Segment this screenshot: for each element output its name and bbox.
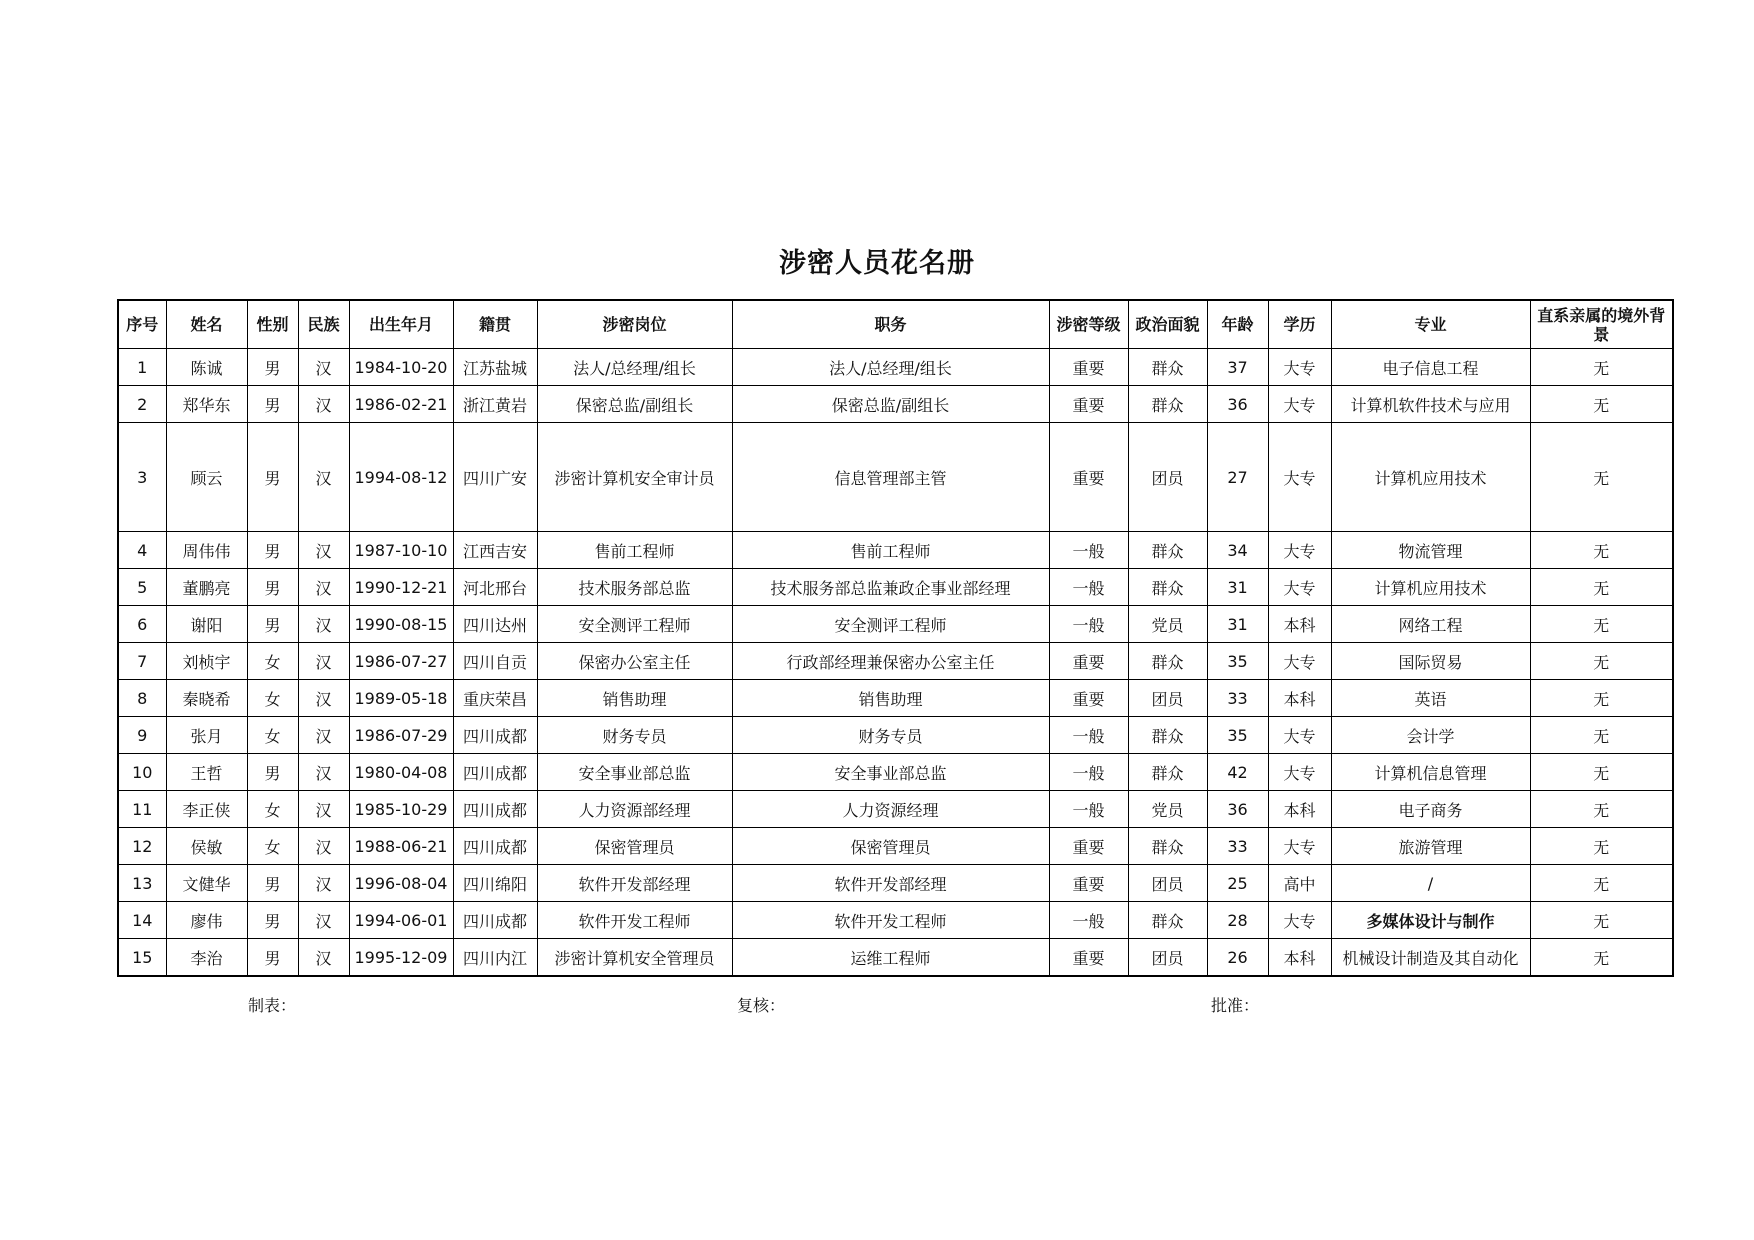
cell-gender: 女 [247, 828, 298, 865]
cell-education: 本科 [1268, 939, 1331, 977]
cell-major: 电子商务 [1331, 791, 1530, 828]
cell-overseas-relatives: 无 [1530, 386, 1673, 423]
cell-name: 廖伟 [166, 902, 247, 939]
cell-index: 5 [118, 569, 166, 606]
cell-classification-level: 一般 [1049, 569, 1128, 606]
cell-political-status: 团员 [1128, 865, 1207, 902]
cell-position: 人力资源经理 [732, 791, 1049, 828]
cell-education: 大专 [1268, 754, 1331, 791]
cell-birthdate: 1984-10-20 [349, 349, 453, 386]
cell-major: 多媒体设计与制作 [1331, 902, 1530, 939]
cell-gender: 男 [247, 939, 298, 977]
cell-education: 大专 [1268, 423, 1331, 532]
cell-classification-level: 重要 [1049, 386, 1128, 423]
cell-classification-level: 一般 [1049, 532, 1128, 569]
column-header-political-status: 政治面貌 [1128, 300, 1207, 349]
cell-overseas-relatives: 无 [1530, 643, 1673, 680]
cell-gender: 女 [247, 680, 298, 717]
cell-political-status: 党员 [1128, 606, 1207, 643]
table-row [118, 569, 1673, 606]
column-header-birthdate: 出生年月 [349, 300, 453, 349]
cell-political-status: 群众 [1128, 643, 1207, 680]
cell-name: 陈诚 [166, 349, 247, 386]
cell-age: 37 [1207, 349, 1268, 386]
cell-classified-post: 软件开发部经理 [537, 865, 732, 902]
cell-political-status: 群众 [1128, 386, 1207, 423]
cell-name: 张月 [166, 717, 247, 754]
cell-birthdate: 1990-08-15 [349, 606, 453, 643]
cell-education: 大专 [1268, 349, 1331, 386]
cell-birthdate: 1986-07-29 [349, 717, 453, 754]
cell-hometown: 浙江黄岩 [453, 386, 537, 423]
header-row [118, 300, 1673, 349]
cell-classified-post: 安全测评工程师 [537, 606, 732, 643]
table-row [118, 791, 1673, 828]
cell-index: 2 [118, 386, 166, 423]
cell-hometown: 河北邢台 [453, 569, 537, 606]
cell-index: 12 [118, 828, 166, 865]
column-header-hometown: 籍贯 [453, 300, 537, 349]
column-header-gender: 性别 [247, 300, 298, 349]
cell-position: 保密总监/副组长 [732, 386, 1049, 423]
cell-ethnicity: 汉 [298, 423, 349, 532]
cell-age: 28 [1207, 902, 1268, 939]
cell-position: 财务专员 [732, 717, 1049, 754]
cell-ethnicity: 汉 [298, 606, 349, 643]
cell-overseas-relatives: 无 [1530, 865, 1673, 902]
cell-political-status: 群众 [1128, 902, 1207, 939]
cell-ethnicity: 汉 [298, 754, 349, 791]
cell-overseas-relatives: 无 [1530, 423, 1673, 532]
cell-gender: 男 [247, 902, 298, 939]
cell-hometown: 四川成都 [453, 754, 537, 791]
cell-index: 10 [118, 754, 166, 791]
cell-age: 35 [1207, 643, 1268, 680]
cell-classified-post: 技术服务部总监 [537, 569, 732, 606]
cell-major: 计算机软件技术与应用 [1331, 386, 1530, 423]
footer-approved-by: 批准： [1211, 996, 1260, 1015]
cell-position: 销售助理 [732, 680, 1049, 717]
cell-overseas-relatives: 无 [1530, 680, 1673, 717]
cell-education: 大专 [1268, 532, 1331, 569]
cell-ethnicity: 汉 [298, 902, 349, 939]
cell-age: 25 [1207, 865, 1268, 902]
cell-classification-level: 一般 [1049, 902, 1128, 939]
column-header-classified-post: 涉密岗位 [537, 300, 732, 349]
cell-education: 本科 [1268, 606, 1331, 643]
personnel-table [117, 299, 1674, 977]
cell-political-status: 群众 [1128, 569, 1207, 606]
cell-hometown: 江西吉安 [453, 532, 537, 569]
cell-major: 计算机应用技术 [1331, 569, 1530, 606]
cell-major: 英语 [1331, 680, 1530, 717]
cell-ethnicity: 汉 [298, 569, 349, 606]
cell-classification-level: 一般 [1049, 606, 1128, 643]
cell-education: 大专 [1268, 569, 1331, 606]
table-row [118, 717, 1673, 754]
cell-birthdate: 1988-06-21 [349, 828, 453, 865]
table-row [118, 754, 1673, 791]
cell-birthdate: 1995-12-09 [349, 939, 453, 977]
cell-classification-level: 重要 [1049, 865, 1128, 902]
cell-birthdate: 1990-12-21 [349, 569, 453, 606]
table-row [118, 386, 1673, 423]
cell-ethnicity: 汉 [298, 349, 349, 386]
cell-ethnicity: 汉 [298, 939, 349, 977]
cell-education: 大专 [1268, 902, 1331, 939]
cell-name: 李正侠 [166, 791, 247, 828]
cell-political-status: 团员 [1128, 939, 1207, 977]
cell-name: 谢阳 [166, 606, 247, 643]
cell-birthdate: 1987-10-10 [349, 532, 453, 569]
cell-gender: 男 [247, 386, 298, 423]
table-row [118, 828, 1673, 865]
cell-birthdate: 1986-02-21 [349, 386, 453, 423]
cell-gender: 男 [247, 532, 298, 569]
cell-index: 4 [118, 532, 166, 569]
cell-ethnicity: 汉 [298, 680, 349, 717]
cell-ethnicity: 汉 [298, 532, 349, 569]
cell-position: 安全测评工程师 [732, 606, 1049, 643]
cell-position: 法人/总经理/组长 [732, 349, 1049, 386]
cell-classified-post: 销售助理 [537, 680, 732, 717]
cell-ethnicity: 汉 [298, 643, 349, 680]
table-row [118, 532, 1673, 569]
cell-hometown: 四川广安 [453, 423, 537, 532]
cell-classified-post: 保密总监/副组长 [537, 386, 732, 423]
cell-position: 运维工程师 [732, 939, 1049, 977]
cell-classification-level: 重要 [1049, 349, 1128, 386]
footer-made-by: 制表： [248, 996, 297, 1015]
cell-major: 机械设计制造及其自动化 [1331, 939, 1530, 977]
column-header-major: 专业 [1331, 300, 1530, 349]
table-row [118, 902, 1673, 939]
cell-position: 软件开发部经理 [732, 865, 1049, 902]
cell-index: 14 [118, 902, 166, 939]
cell-ethnicity: 汉 [298, 828, 349, 865]
cell-political-status: 团员 [1128, 423, 1207, 532]
cell-classified-post: 保密办公室主任 [537, 643, 732, 680]
cell-hometown: 江苏盐城 [453, 349, 537, 386]
cell-classified-post: 安全事业部总监 [537, 754, 732, 791]
cell-gender: 女 [247, 643, 298, 680]
cell-classified-post: 法人/总经理/组长 [537, 349, 732, 386]
table-row [118, 643, 1673, 680]
cell-education: 大专 [1268, 386, 1331, 423]
cell-overseas-relatives: 无 [1530, 902, 1673, 939]
column-header-classification-level: 涉密等级 [1049, 300, 1128, 349]
cell-birthdate: 1980-04-08 [349, 754, 453, 791]
cell-age: 27 [1207, 423, 1268, 532]
cell-index: 6 [118, 606, 166, 643]
cell-education: 本科 [1268, 791, 1331, 828]
cell-classified-post: 人力资源部经理 [537, 791, 732, 828]
cell-index: 9 [118, 717, 166, 754]
cell-classification-level: 重要 [1049, 643, 1128, 680]
cell-age: 33 [1207, 680, 1268, 717]
cell-age: 26 [1207, 939, 1268, 977]
cell-position: 售前工程师 [732, 532, 1049, 569]
cell-overseas-relatives: 无 [1530, 532, 1673, 569]
cell-major: 旅游管理 [1331, 828, 1530, 865]
cell-ethnicity: 汉 [298, 791, 349, 828]
cell-overseas-relatives: 无 [1530, 349, 1673, 386]
column-header-age: 年龄 [1207, 300, 1268, 349]
table-row [118, 349, 1673, 386]
column-header-ethnicity: 民族 [298, 300, 349, 349]
page-title: 涉密人员花名册 [779, 248, 975, 279]
cell-overseas-relatives: 无 [1530, 569, 1673, 606]
cell-hometown: 四川成都 [453, 717, 537, 754]
cell-gender: 男 [247, 754, 298, 791]
cell-age: 35 [1207, 717, 1268, 754]
cell-ethnicity: 汉 [298, 717, 349, 754]
cell-major: 电子信息工程 [1331, 349, 1530, 386]
cell-political-status: 群众 [1128, 828, 1207, 865]
cell-hometown: 四川内江 [453, 939, 537, 977]
cell-major: 计算机应用技术 [1331, 423, 1530, 532]
cell-political-status: 群众 [1128, 349, 1207, 386]
cell-hometown: 四川成都 [453, 902, 537, 939]
cell-ethnicity: 汉 [298, 386, 349, 423]
cell-birthdate: 1994-06-01 [349, 902, 453, 939]
cell-classified-post: 财务专员 [537, 717, 732, 754]
cell-index: 13 [118, 865, 166, 902]
cell-age: 31 [1207, 606, 1268, 643]
cell-birthdate: 1985-10-29 [349, 791, 453, 828]
cell-gender: 男 [247, 423, 298, 532]
cell-position: 行政部经理兼保密办公室主任 [732, 643, 1049, 680]
cell-hometown: 四川达州 [453, 606, 537, 643]
cell-classified-post: 售前工程师 [537, 532, 732, 569]
cell-education: 本科 [1268, 680, 1331, 717]
cell-overseas-relatives: 无 [1530, 791, 1673, 828]
cell-index: 1 [118, 349, 166, 386]
cell-name: 秦晓希 [166, 680, 247, 717]
cell-classified-post: 保密管理员 [537, 828, 732, 865]
cell-overseas-relatives: 无 [1530, 717, 1673, 754]
cell-classification-level: 重要 [1049, 828, 1128, 865]
cell-political-status: 群众 [1128, 717, 1207, 754]
cell-hometown: 四川成都 [453, 791, 537, 828]
cell-overseas-relatives: 无 [1530, 828, 1673, 865]
cell-major: / [1331, 865, 1530, 902]
cell-political-status: 群众 [1128, 532, 1207, 569]
table-row [118, 423, 1673, 532]
cell-name: 侯敏 [166, 828, 247, 865]
column-header-education: 学历 [1268, 300, 1331, 349]
cell-name: 李治 [166, 939, 247, 977]
cell-education: 大专 [1268, 828, 1331, 865]
cell-age: 42 [1207, 754, 1268, 791]
cell-position: 保密管理员 [732, 828, 1049, 865]
cell-name: 文健华 [166, 865, 247, 902]
cell-major: 国际贸易 [1331, 643, 1530, 680]
cell-major: 会计学 [1331, 717, 1530, 754]
cell-name: 董鹏亮 [166, 569, 247, 606]
table-row [118, 680, 1673, 717]
footer-reviewed-by: 复核： [737, 996, 786, 1015]
column-header-index: 序号 [118, 300, 166, 349]
cell-index: 15 [118, 939, 166, 977]
cell-name: 顾云 [166, 423, 247, 532]
cell-overseas-relatives: 无 [1530, 939, 1673, 977]
cell-index: 7 [118, 643, 166, 680]
cell-position: 信息管理部主管 [732, 423, 1049, 532]
cell-classification-level: 一般 [1049, 791, 1128, 828]
cell-hometown: 重庆荣昌 [453, 680, 537, 717]
cell-name: 刘桢宇 [166, 643, 247, 680]
cell-age: 34 [1207, 532, 1268, 569]
cell-hometown: 四川成都 [453, 828, 537, 865]
cell-education: 大专 [1268, 643, 1331, 680]
column-header-name: 姓名 [166, 300, 247, 349]
cell-position: 技术服务部总监兼政企事业部经理 [732, 569, 1049, 606]
cell-political-status: 群众 [1128, 754, 1207, 791]
cell-age: 36 [1207, 791, 1268, 828]
column-header-overseas-relatives: 直系亲属的境外背景 [1530, 300, 1673, 349]
table-body [118, 349, 1673, 977]
cell-classification-level: 一般 [1049, 754, 1128, 791]
cell-classification-level: 重要 [1049, 680, 1128, 717]
cell-gender: 男 [247, 606, 298, 643]
cell-classification-level: 重要 [1049, 939, 1128, 977]
cell-gender: 女 [247, 791, 298, 828]
cell-overseas-relatives: 无 [1530, 754, 1673, 791]
cell-birthdate: 1996-08-04 [349, 865, 453, 902]
cell-birthdate: 1986-07-27 [349, 643, 453, 680]
cell-hometown: 四川绵阳 [453, 865, 537, 902]
cell-birthdate: 1989-05-18 [349, 680, 453, 717]
cell-major: 计算机信息管理 [1331, 754, 1530, 791]
cell-classification-level: 重要 [1049, 423, 1128, 532]
cell-gender: 男 [247, 865, 298, 902]
cell-birthdate: 1994-08-12 [349, 423, 453, 532]
cell-position: 软件开发工程师 [732, 902, 1049, 939]
cell-age: 33 [1207, 828, 1268, 865]
cell-age: 36 [1207, 386, 1268, 423]
cell-political-status: 党员 [1128, 791, 1207, 828]
cell-hometown: 四川自贡 [453, 643, 537, 680]
table-row [118, 606, 1673, 643]
table-row [118, 865, 1673, 902]
cell-major: 网络工程 [1331, 606, 1530, 643]
column-header-position: 职务 [732, 300, 1049, 349]
cell-position: 安全事业部总监 [732, 754, 1049, 791]
cell-index: 3 [118, 423, 166, 532]
cell-name: 王哲 [166, 754, 247, 791]
cell-education: 高中 [1268, 865, 1331, 902]
cell-gender: 男 [247, 349, 298, 386]
cell-classification-level: 一般 [1049, 717, 1128, 754]
cell-index: 8 [118, 680, 166, 717]
cell-education: 大专 [1268, 717, 1331, 754]
cell-major: 物流管理 [1331, 532, 1530, 569]
cell-classified-post: 软件开发工程师 [537, 902, 732, 939]
cell-gender: 女 [247, 717, 298, 754]
cell-ethnicity: 汉 [298, 865, 349, 902]
cell-gender: 男 [247, 569, 298, 606]
cell-index: 11 [118, 791, 166, 828]
cell-overseas-relatives: 无 [1530, 606, 1673, 643]
cell-classified-post: 涉密计算机安全审计员 [537, 423, 732, 532]
cell-age: 31 [1207, 569, 1268, 606]
cell-political-status: 团员 [1128, 680, 1207, 717]
cell-name: 周伟伟 [166, 532, 247, 569]
table-row [118, 939, 1673, 977]
cell-classified-post: 涉密计算机安全管理员 [537, 939, 732, 977]
cell-name: 郑华东 [166, 386, 247, 423]
